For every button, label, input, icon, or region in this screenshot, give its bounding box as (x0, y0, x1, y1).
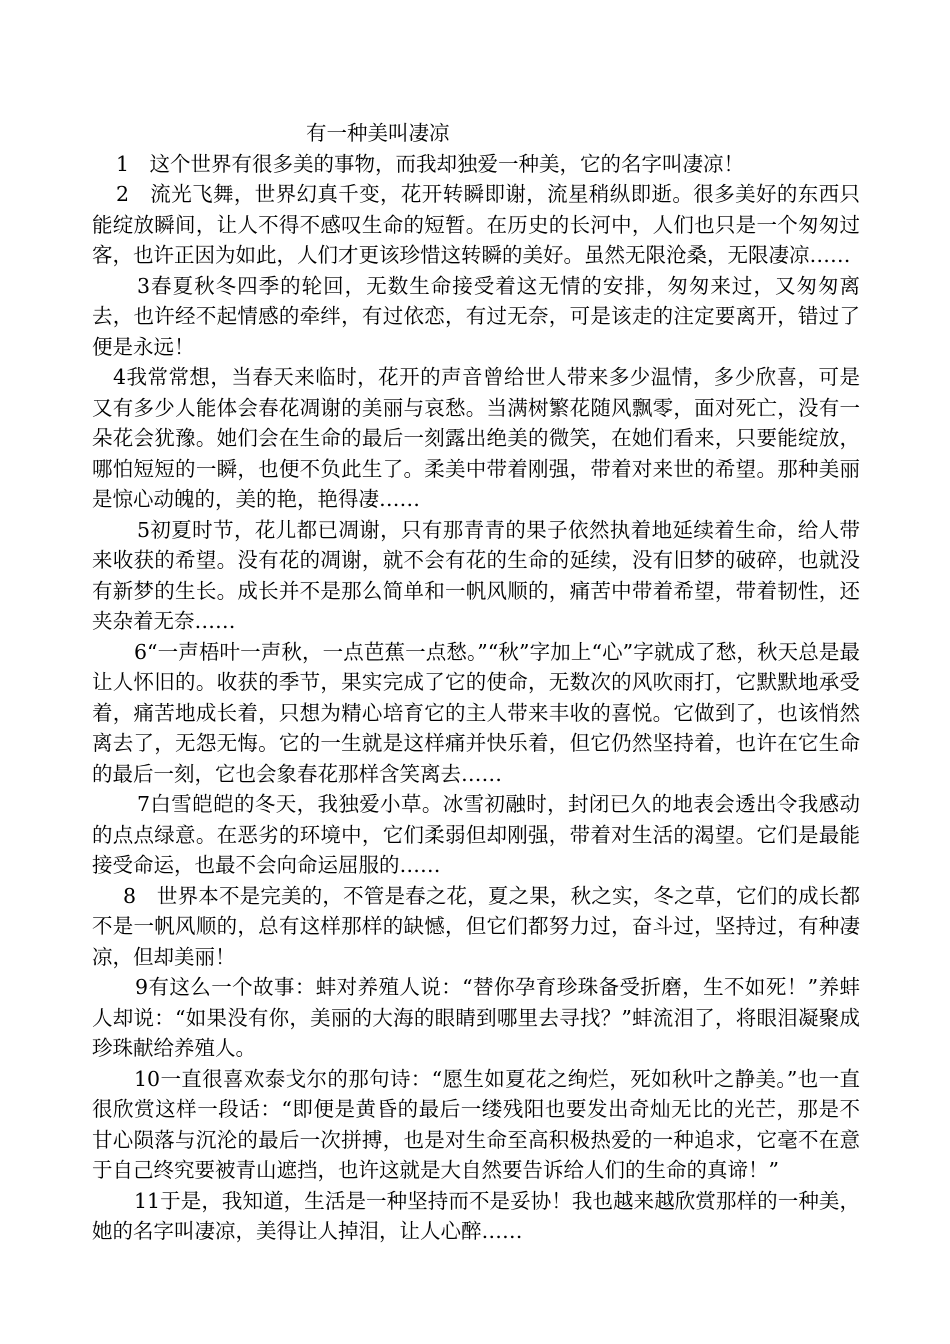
paragraph-6: 6“一声梧叶一声秋，一点芭蕉一点愁。”“秋”字加上“心”字就成了愁，秋天总是最让人怀旧的。收获的季节，果实完成了它的使命，无数次的风吹雨打，它默默地承受着，痛苦地成长着，只想为精心培育它的主人带来丰收的喜悦。它做到了，也该悄然离去了，无怨无悔。它的一生就是这样痛并快乐着，但它仍然坚持着，也许在它生命的最后一刻，它也会象春花那样含笑离去…… (92, 639, 860, 786)
paragraph-1: 1 这个世界有很多美的事物，而我却独爱一种美，它的名字叫凄凉！ (116, 151, 745, 176)
document-title: 有一种美叫凄凉 (306, 121, 450, 145)
paragraph-11: 11于是，我知道，生活是一种坚持而不是妥协！我也越来越欣赏那样的一种美，她的名字叫凄凉，美得让人掉泪，让人心醉…… (92, 1188, 860, 1243)
paragraph-9: 9有这么一个故事：蚌对养殖人说：“替你孕育珍珠备受折磨，生不如死！”养蚌人却说：“如果没有你，美丽的大海的眼睛到哪里去寻找？”蚌流泪了，将眼泪凝聚成珍珠献给养殖人。 (92, 975, 860, 1060)
paragraph-4: 4我常常想，当春天来临时，花开的声音曾给世人带来多少温情，多少欣喜，可是又有多少人能体会春花凋谢的美丽与哀愁。当满树繁花随风飘零，面对死亡，没有一朵花会犹豫。她们会在生命的最后一刻露出绝美的微笑，在她们看来，只要能绽放，哪怕短短的一瞬，也便不负此生了。柔美中带着刚强，带着对来世的希望。那种美丽是惊心动魄的，美的艳，艳得凄…… (92, 365, 860, 511)
paragraph-2: 2 流光飞舞，世界幻真千变，花开转瞬即谢，流星稍纵即逝。很多美好的东西只能绽放瞬间，让人不得不感叹生命的短暂。在历史的长河中，人们也只是一个匆匆过客，也许正因为如此，人们才更该珍惜这转瞬的美好。虽然无限沧桑，无限凄凉…… (92, 182, 860, 267)
paragraph-7: 7白雪皑皑的冬天，我独爱小草。冰雪初融时，封闭已久的地表会透出令我感动的点点绿意。在恶劣的环境中，它们柔弱但却刚强，带着对生活的渴望。它们是最能接受命运，也最不会向命运屈服的…… (92, 792, 860, 877)
paragraph-10: 10一直很喜欢泰戈尔的那句诗：“愿生如夏花之绚烂，死如秋叶之静美。”也一直很欣赏这样一段话：“即便是黄昏的最后一缕残阳也要发出奇灿无比的光芒，那是不甘心陨落与沉沦的最后一次拼搏，也是对生命至高积极热爱的一种追求，它毫不在意于自己终究要被青山遮挡，也许这就是大自然要告诉给人们的生命的真谛！” (92, 1066, 860, 1182)
paragraph-5: 5初夏时节，花儿都已凋谢，只有那青青的果子依然执着地延续着生命，给人带来收获的希望。没有花的凋谢，就不会有花的生命的延续，没有旧梦的破碎，也就没有新梦的生长。成长并不是那么简单和一帆风顺的，痛苦中带着希望，带着韧性，还夹杂着无奈…… (92, 517, 860, 633)
document-page (92, 118, 860, 1247)
paragraph-3: 3春夏秋冬四季的轮回，无数生命接受着这无情的安排，匆匆来过，又匆匆离去，也许经不起情感的牵绊，有过依恋，有过无奈，可是该走的注定要离开，错过了便是永远！ (92, 273, 860, 359)
paragraph-8: 8 世界本不是完美的，不管是春之花，夏之果，秋之实，冬之草，它们的成长都不是一帆风顺的，总有这样那样的缺憾，但它们都努力过，奋斗过，坚持过，有种凄凉，但却美丽！ (92, 883, 860, 969)
